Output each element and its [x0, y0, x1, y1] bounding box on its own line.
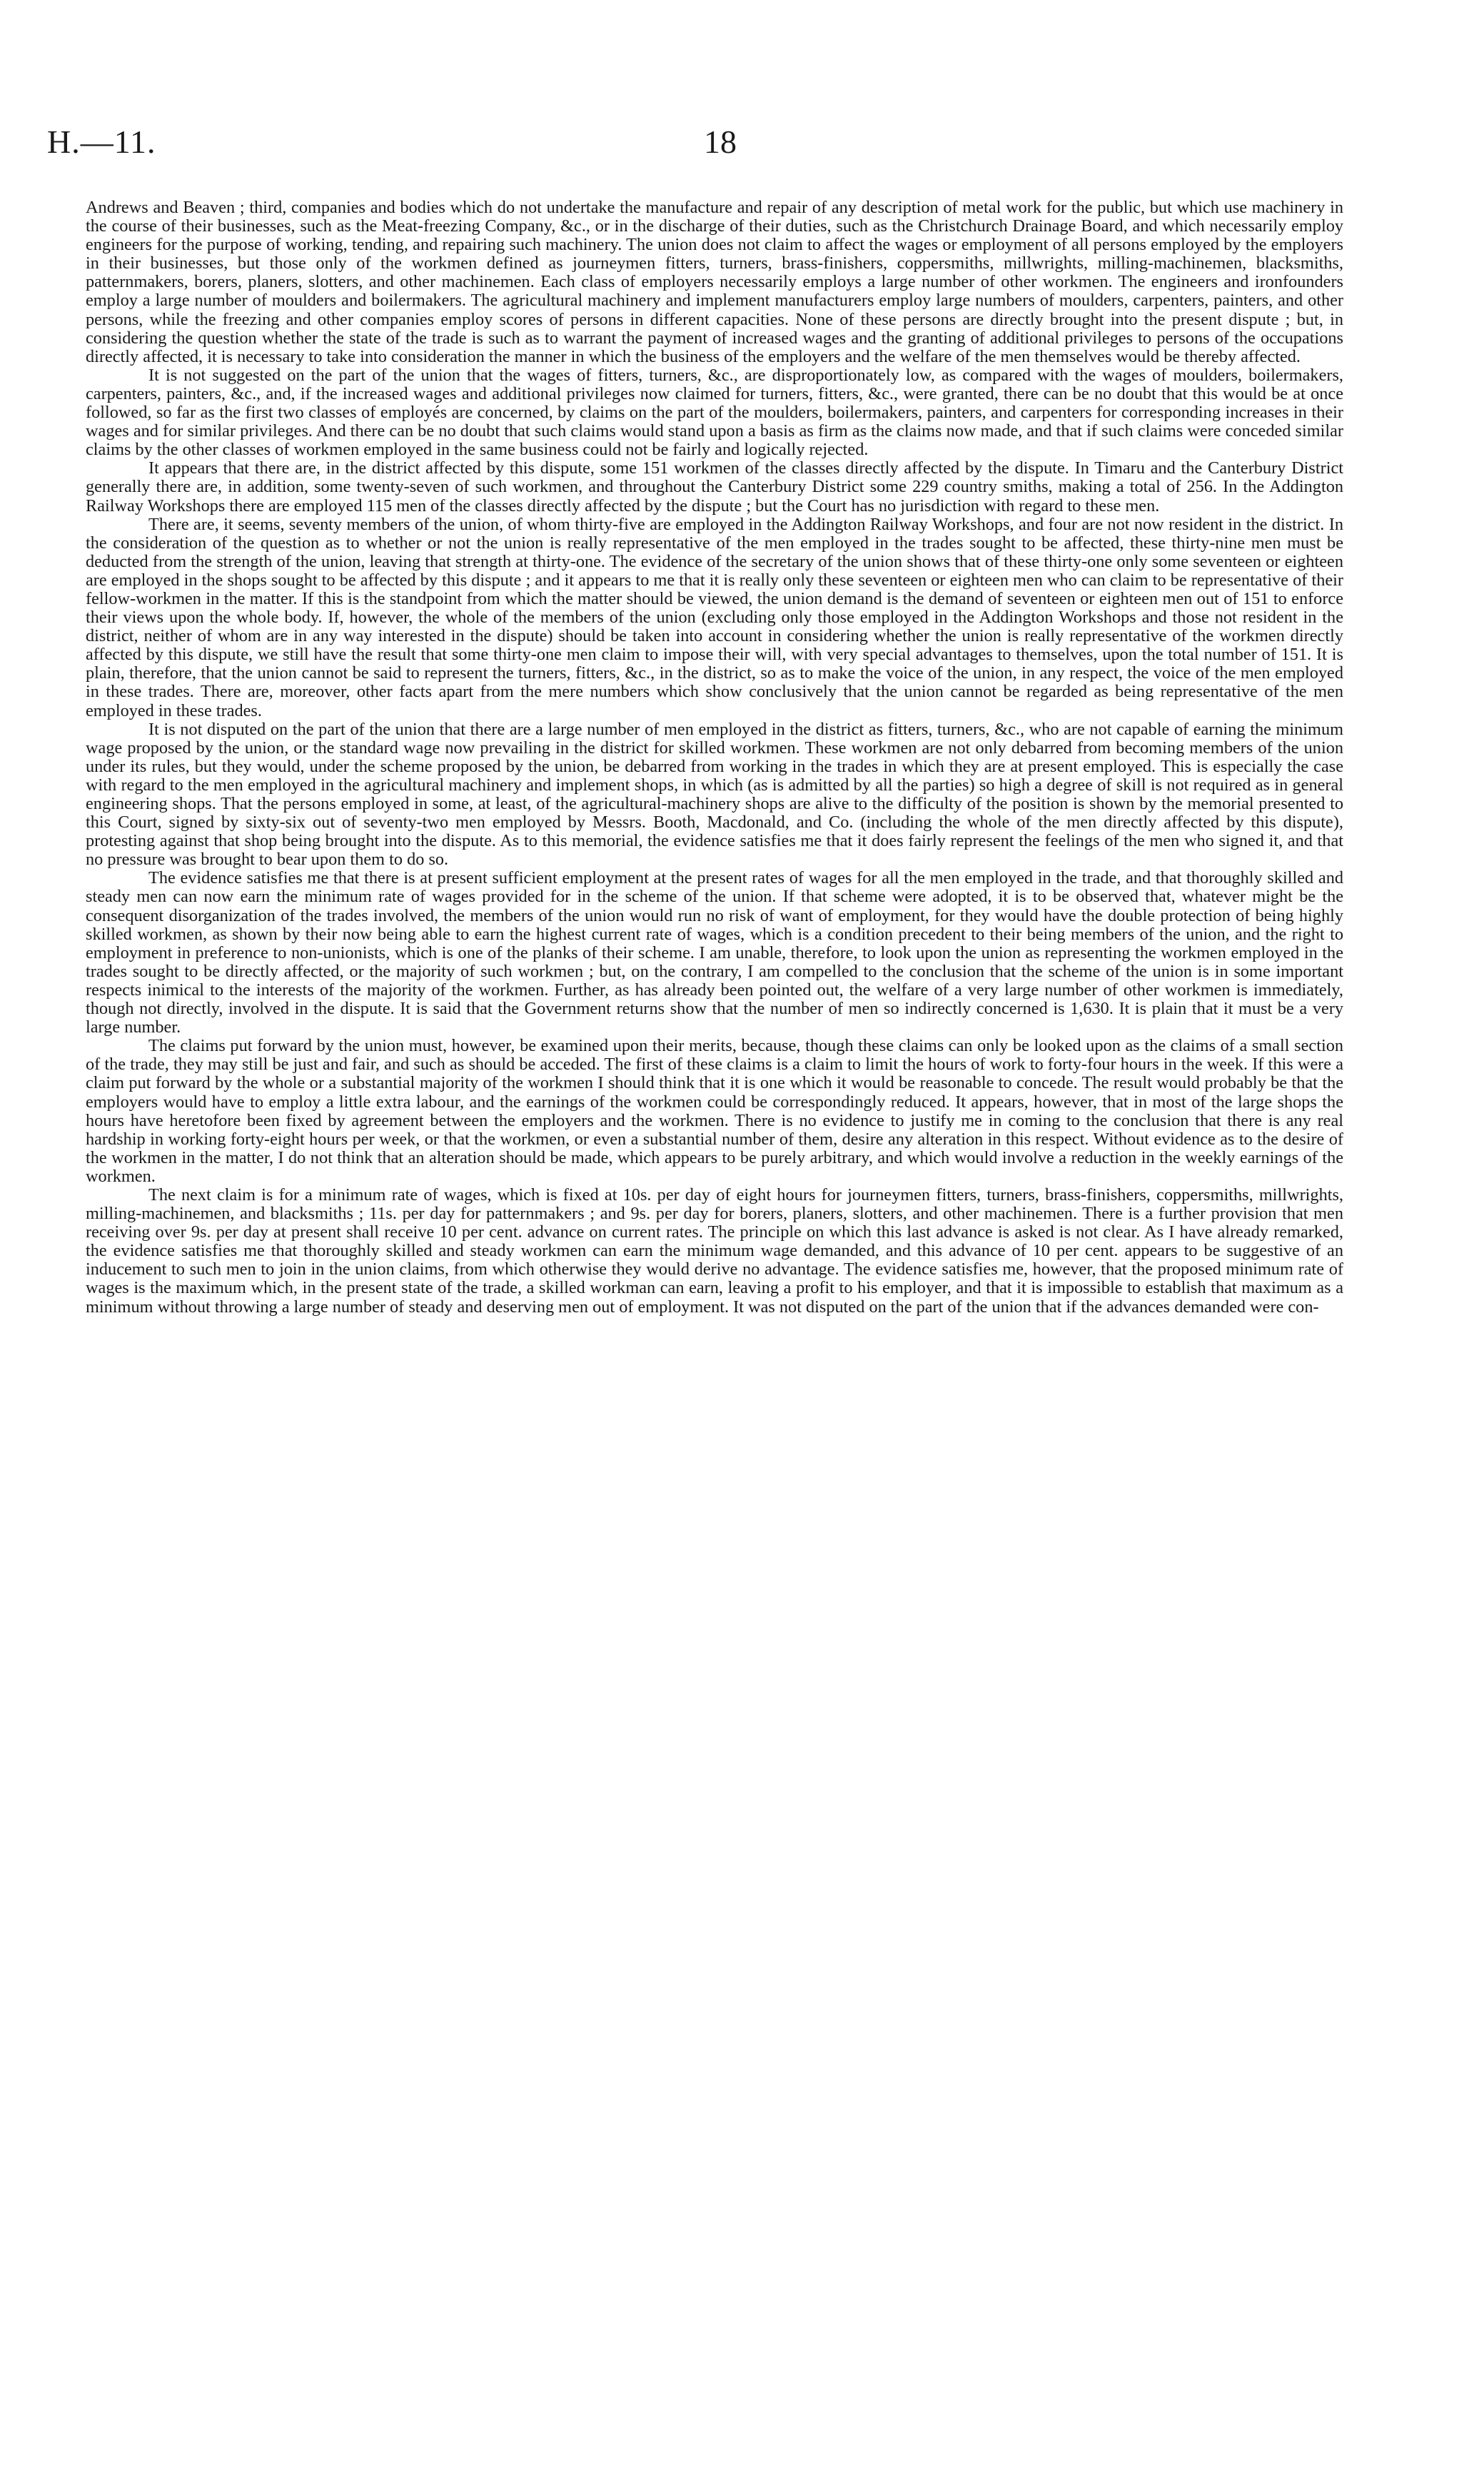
paragraph: The next claim is for a minimum rate of wages, which is fixed at 10s. per day of eight hours for journeymen fitters, turners, brass-finishers, coppersmiths, millwrights, milling-machinemen, and blacksmiths ; 11s. per day for patternmakers ; and 9s. per day for borers, planers, slotters, and other machinemen. There is a further provision that men receiving over 9s. per day at present shall receive 10 per cent. advance on current rates. The principle on which this last advance is asked is not clear. As I have already remarked, the evidence satisfies me that thoroughly skilled and steady workmen can earn the minimum wage demanded, and this advance of 10 per cent. appears to be suggestive of an inducement to such men to join in the union claims, from which otherwise they would derive no advantage. The evidence satisfies me, however, that the proposed minimum rate of wages is the maximum which, in the present state of the trade, a skilled workman can earn, leaving a profit to his employer, and that it is impossible to establish that maximum as a minimum without throwing a large number of steady and deserving men out of employment. It was not disputed on the part of the union that if the advances demanded were con-: [86, 1185, 1343, 1317]
paragraph: Andrews and Beaven ; third, companies and bodies which do not undertake the manufacture and repair of any description of metal work for the public, but which use machinery in the course of their businesses, such as the Meat-freezing Company, &c., or in the discharge of their duties, such as the Christchurch Drainage Board, and which necessarily employ engineers for the purpose of working, tending, and repairing such machinery. The union does not claim to affect the wages or employment of all persons employed by the employers in their businesses, but those only of the workmen defined as journeymen fitters, turners, brass-finishers, coppersmiths, millwrights, milling-machinemen, blacksmiths, patternmakers, borers, planers, slotters, and other machinemen. Each class of employers necessarily employs a large number of other workmen. The engineers and ironfounders employ a large number of moulders and boilermakers. The agricultural machinery and implement manufacturers employ large numbers of moulders, carpenters, painters, and other persons, while the freezing and other companies employ scores of persons in different capacities. None of these persons are directly brought into the present dispute ; but, in considering the question whether the state of the trade is such as to warrant the payment of increased wages and the granting of additional privileges to persons of the occupations directly affected, it is necessary to take into consideration the manner in which the business of the employers and the welfare of the men themselves would be thereby affected.: [86, 198, 1343, 366]
page-number: 18: [704, 124, 737, 160]
document-reference: H.—11.: [47, 124, 156, 160]
body-text: [86, 198, 1343, 1317]
paragraph: The claims put forward by the union must, however, be examined upon their merits, because, though these claims can only be looked upon as the claims of a small section of the trade, they may still be just and fair, and such as should be acceded. The first of these claims is a claim to limit the hours of work to forty-four hours in the week. If this were a claim put forward by the whole or a substantial majority of the workmen I should think that it is one which it would be reasonable to concede. The result would probably be that the employers would have to employ a little extra labour, and the earnings of the workmen could be correspondingly reduced. It appears, however, that in most of the large shops the hours have heretofore been fixed by agreement between the employers and the workmen. There is no evidence to justify me in coming to the conclusion that there is any real hardship in working forty-eight hours per week, or that the workmen, or even a substantial number of them, desire any alteration in this respect. Without evidence as to the desire of the workmen in the matter, I do not think that an alteration should be made, which appears to be purely arbitrary, and which would involve a reduction in the weekly earnings of the workmen.: [86, 1036, 1343, 1186]
paragraph: It appears that there are, in the district affected by this dispute, some 151 workmen of the classes directly affected by the dispute. In Timaru and the Canterbury District generally there are, in addition, some twenty-seven of such workmen, and throughout the Canterbury District some 229 country smiths, making a total of 256. In the Addington Railway Workshops there are employed 115 men of the classes directly affected by the dispute ; but the Court has no jurisdiction with regard to these men.: [86, 458, 1343, 516]
paragraph: There are, it seems, seventy members of the union, of whom thirty-five are employed in the Addington Railway Workshops, and four are not now resident in the district. In the consideration of the question as to whether or not the union is really representative of the men employed in the trades sought to be affected, these thirty-nine men must be deducted from the strength of the union, leaving that strength at thirty-one. The evidence of the secretary of the union shows that of these thirty-one only some seventeen or eighteen are employed in the shops sought to be affected by this dispute ; and it appears to me that it is really only these seventeen or eighteen men who can claim to be representative of their fellow-workmen in the matter. If this is the standpoint from which the matter should be viewed, the union demand is the demand of seventeen or eighteen men out of 151 to enforce their views upon the whole body. If, however, the whole of the members of the union (excluding only those employed in the Addington Workshops and those not resident in the district, neither of whom are in any way interested in the dispute) should be taken into account in considering whether the union is really representative of the workmen directly affected by this dispute, we still have the result that some thirty-one men claim to impose their will, with very special advantages to themselves, upon the total number of 151. It is plain, therefore, that the union cannot be said to represent the turners, fitters, &c., in the district, so as to make the voice of the union, in any respect, the voice of the men employed in these trades. There are, moreover, other facts apart from the mere numbers which show conclusively that the union cannot be regarded as being representative of the men employed in these trades.: [86, 514, 1343, 720]
page-header: [47, 123, 1439, 166]
paragraph: It is not suggested on the part of the union that the wages of fitters, turners, &c., are disproportionately low, as compared with the wages of moulders, boilermakers, carpenters, painters, &c., and, if the increased wages and additional privileges now claimed for turners, fitters, &c., were granted, there can be no doubt that this would be at once followed, so far as the first two classes of employés are concerned, by claims on the part of the moulders, boilermakers, painters, and carpenters for corresponding increases in their wages and for similar privileges. And there can be no doubt that such claims would stand upon a basis as firm as the claims now made, and that if such claims were conceded similar claims by the other classes of workmen employed in the same business could not be fairly and logically rejected.: [86, 365, 1343, 460]
paragraph: It is not disputed on the part of the union that there are a large number of men employed in the district as fitters, turners, &c., who are not capable of earning the minimum wage proposed by the union, or the standard wage now prevailing in the district for skilled workmen. These workmen are not only debarred from becoming members of the union under its rules, but they would, under the scheme proposed by the union, be debarred from working in the trades in which they are at present employed. This is especially the case with regard to the men employed in the agricultural machinery and implement shops, in which (as is admitted by all the parties) so high a degree of skill is not required as in general engineering shops. That the persons employed in some, at least, of the agricultural-machinery shops are alive to the difficulty of the position is shown by the memorial presented to this Court, signed by sixty-six out of seventy-two men employed by Messrs. Booth, Macdonald, and Co. (including the whole of the men directly affected by this dispute), protesting against that shop being brought into the dispute. As to this memorial, the evidence satisfies me that it does fairly represent the feelings of the men who signed it, and that no pressure was brought to bear upon them to do so.: [86, 719, 1343, 870]
paragraph: The evidence satisfies me that there is at present sufficient employment at the present rates of wages for all the men employed in the trade, and that thoroughly skilled and steady men can now earn the minimum rate of wages provided for in the scheme of the union. If that scheme were adopted, it is to be observed that, whatever might be the consequent disorganization of the trades involved, the members of the union would run no risk of want of employment, for they would have the double protection of being highly skilled workmen, as shown by their now being able to earn the highest current rate of wages, which is a condition precedent to their being members of the union, and the right to employment in preference to non-unionists, which is one of the planks of their scheme. I am unable, therefore, to look upon the union as representing the workmen employed in the trades sought to be directly affected, or the majority of such workmen ; but, on the contrary, I am compelled to the conclusion that the scheme of the union is in some important respects inimical to the interests of the majority of the workmen. Further, as has already been pointed out, the welfare of a very large number of other workmen is immediately, though not directly, involved in the dispute. It is said that the Government returns show that the number of men so indirectly concerned is 1,630. It is plain that it must be a very large number.: [86, 868, 1343, 1037]
